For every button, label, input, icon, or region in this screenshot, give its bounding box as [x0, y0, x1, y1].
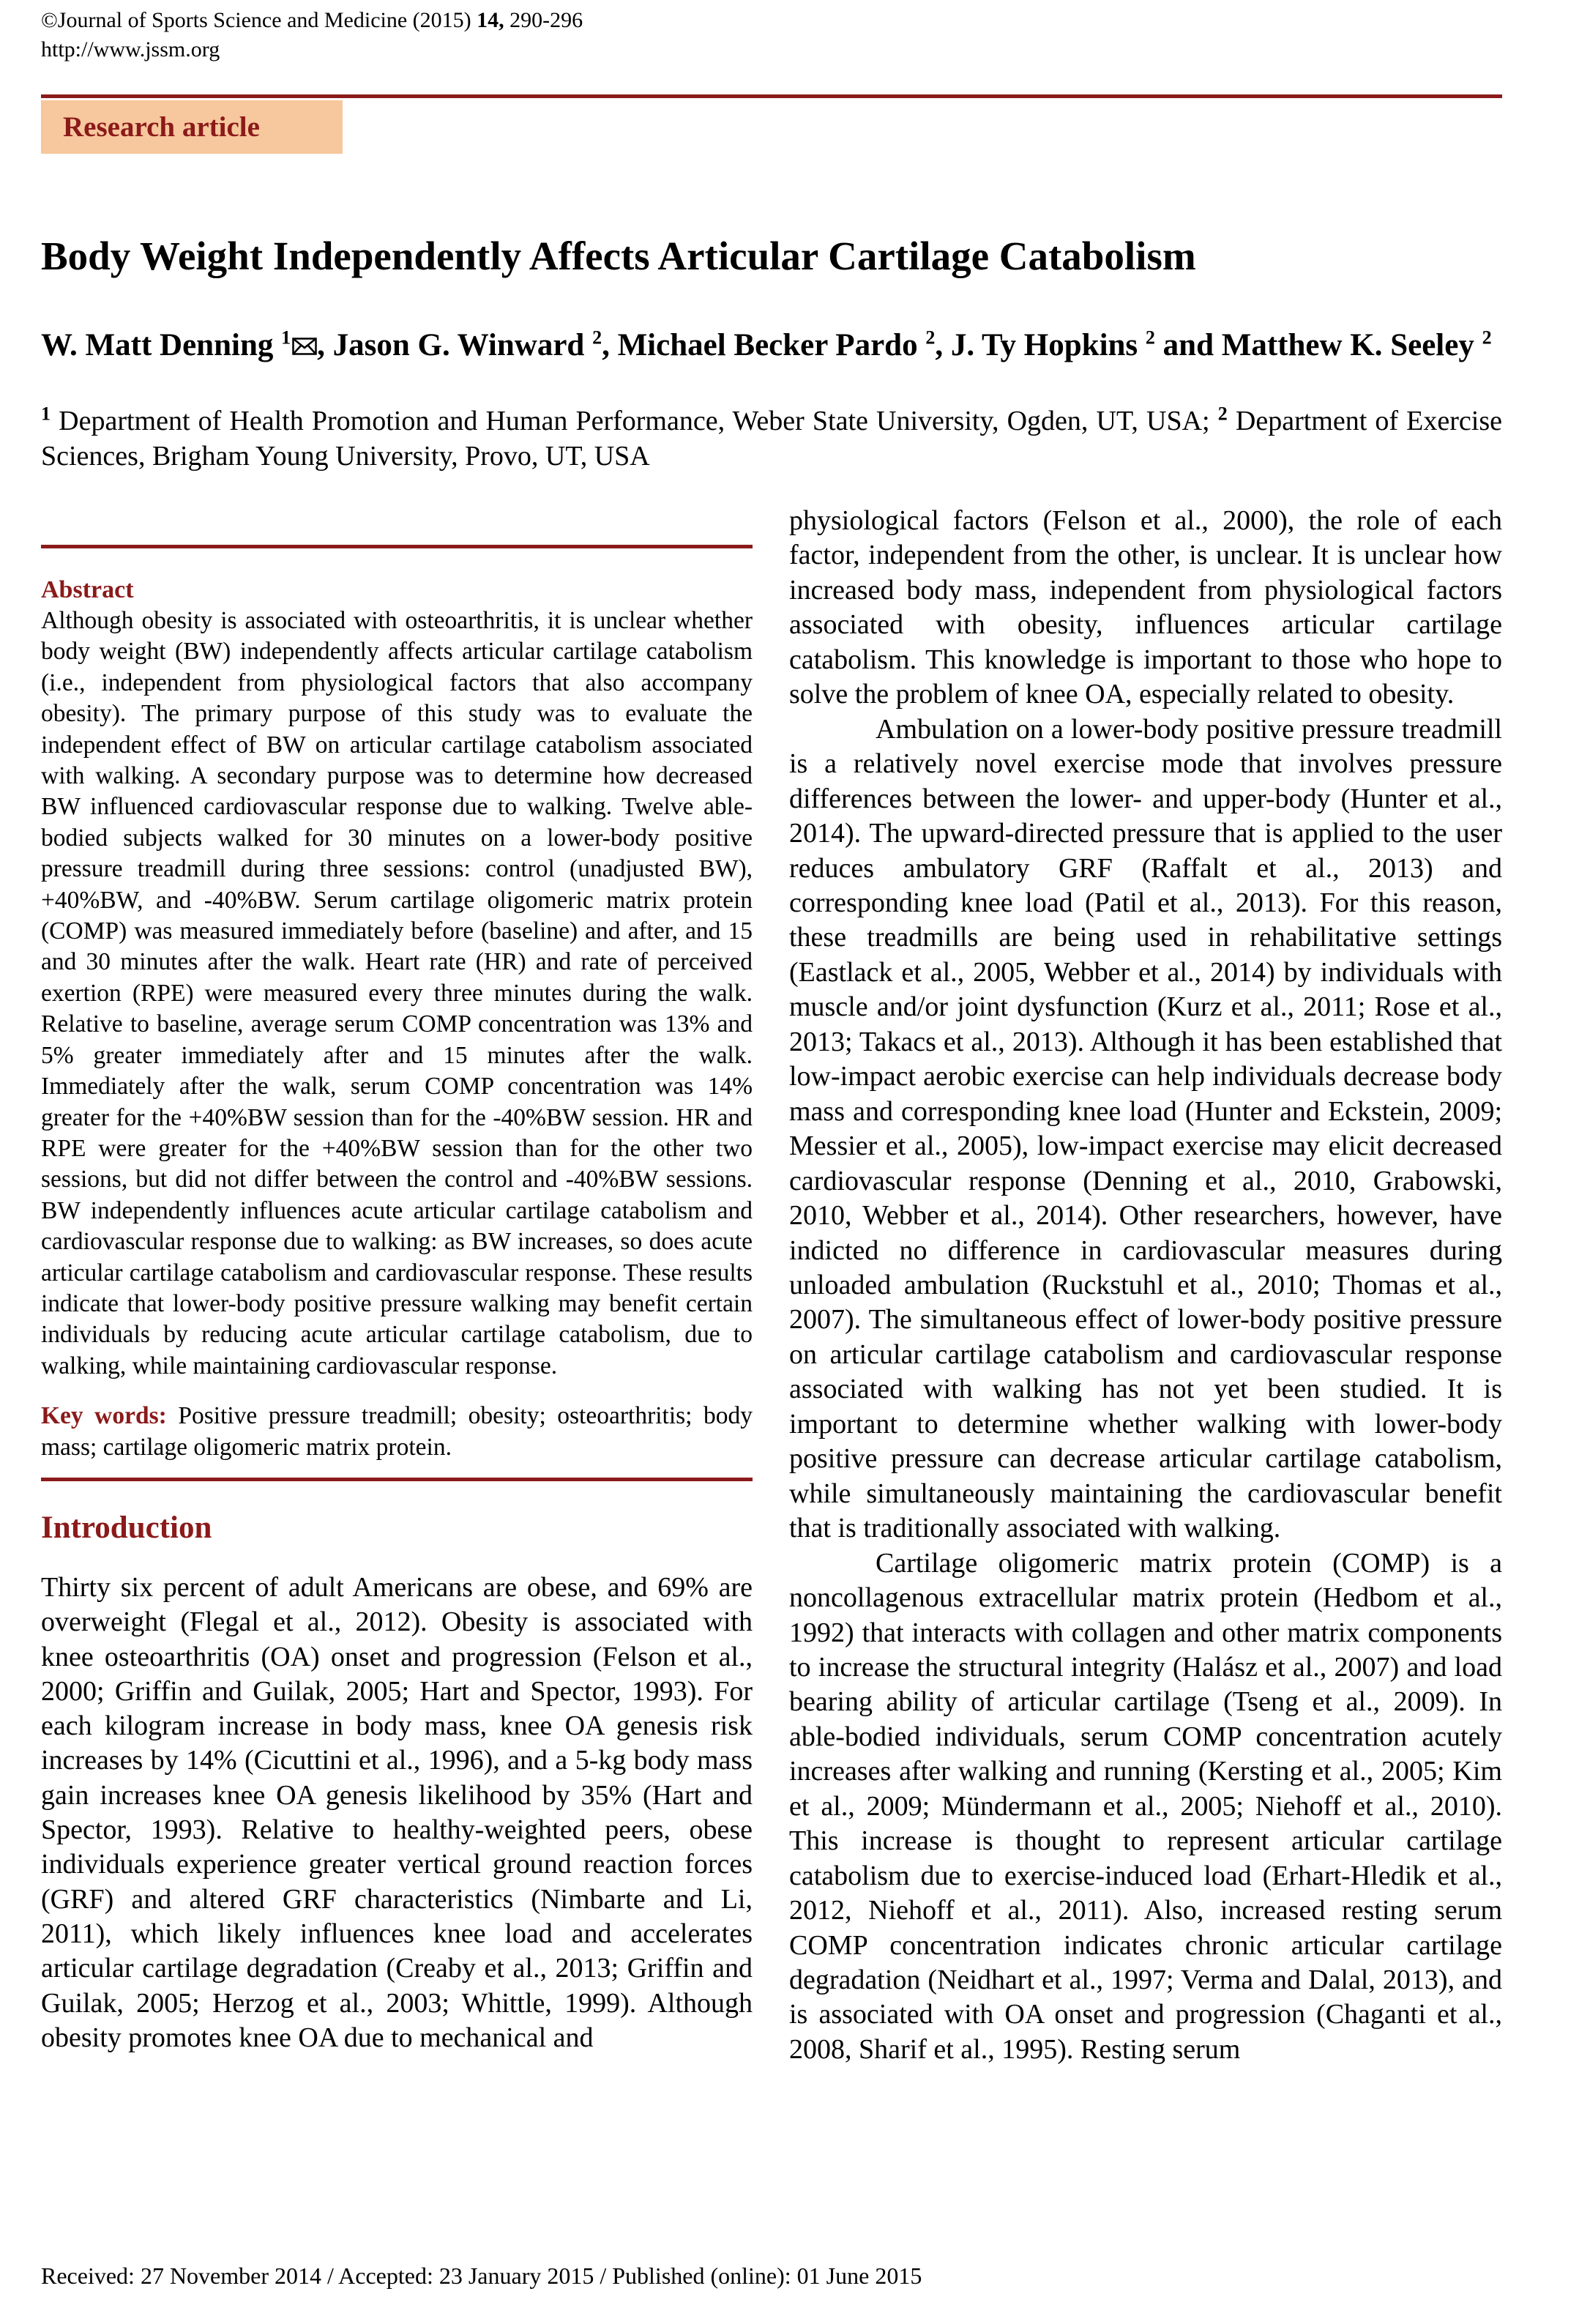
author-affil-sup: 2	[925, 327, 936, 349]
body-paragraph: Cartilage oligomeric matrix protein (COMP) is a noncollagenous extracellular matrix protein (Hedbom et al., 1992) that interacts with collagen and other matrix components to increase the structural integrity (Halász et al., 2007) and load bearing ability of articular cartilage (Tseng et al., 2009). In able-bodied individuals, serum COMP concentration acutely increases after walking and running (Kersting et al., 2005; Kim et al., 2009; Mündermann et al., 2005; Niehoff et al., 2010). This increase is thought to represent articular cartilage catabolism due to exercise-induced load (Erhart-Hledik et al., 2012, Niehoff et al., 2011). Also, increased resting serum COMP concentration indicates chronic articular cartilage degradation (Neidhart et al., 1997; Verma and Dalal, 2013), and is associated with OA onset and progression (Chaganti et al., 2008, Sharif et al., 1995). Resting serum	[789, 1547, 1502, 2065]
envelope-icon[interactable]	[292, 326, 317, 365]
publication-dates: Received: 27 November 2014 / Accepted: 23 January 2015 / Published (online): 01 June 2015	[41, 2262, 922, 2289]
affil-sup: 2	[1217, 403, 1228, 425]
abstract-top-rule	[41, 545, 753, 548]
journal-volume: 14,	[477, 8, 504, 32]
article-type-badge: Research article	[41, 100, 343, 154]
abstract-bottom-rule	[41, 1478, 753, 1481]
abstract-text: Although obesity is associated with osteoarthritis, it is unclear whether body weight (BW) independently affects articular cartilage catabolism (i.e., independent from physiological factors that also accompany obesity). The primary purpose of this study was to evaluate the independent effect of BW on articular cartilage catabolism associated with walking. A secondary purpose was to determine how decreased BW influenced cardiovascular response due to walking. Twelve able-bodied subjects walked for 30 minutes on a lower-body positive pressure treadmill during three sessions: control (unadjusted BW), +40%BW, and -40%BW. Serum cartilage oligomeric matrix protein (COMP) was measured immediately before (baseline) and after, and 15 and 30 minutes after the walk. Heart rate (HR) and rate of perceived exertion (RPE) were measured every three minutes during the walk. Relative to baseline, average serum COMP concentration was 13% and 5% greater immediately after and 15 minutes after the walk. Immediately after the walk, serum COMP concentration was 14% greater for the +40%BW session than for the -40%BW session. HR and RPE were greater for the +40%BW session than for the other two sessions, but did not differ between the control and -40%BW sessions. BW independently influences acute articular cartilage catabolism and cardiovascular response due to walking: as BW increases, so does acute articular cartilage catabolism and cardiovascular response. These results indicate that lower-body positive pressure walking may benefit certain individuals by reducing acute articular cartilage catabolism, due to walking, while maintaining cardiovascular response.	[41, 607, 753, 1379]
introduction-heading: Introduction	[41, 1510, 212, 1545]
article-title: Body Weight Independently Affects Articular Cartilage Catabolism	[41, 234, 1196, 278]
author-list	[41, 326, 1502, 365]
author-name: , Jason G. Winward	[317, 328, 593, 362]
keywords-label: Key words:	[41, 1402, 167, 1430]
affiliation-text: Department of Health Promotion and Human Performance, Weber State University, Ogden, UT, USA;	[51, 406, 1218, 436]
abstract-heading: Abstract	[41, 576, 134, 603]
author-name: and Matthew K. Seeley	[1154, 328, 1482, 362]
left-column	[41, 545, 753, 2055]
journal-url[interactable]: http://www.jssm.org	[41, 37, 220, 62]
author-affil-sup: 2	[592, 327, 602, 349]
affiliations	[41, 403, 1502, 474]
right-column	[789, 504, 1502, 2067]
author-name: W. Matt Denning	[41, 328, 282, 362]
journal-name: ©Journal of Sports Science and Medicine (2015)	[41, 8, 477, 32]
author-name: , J. Ty Hopkins	[935, 328, 1146, 362]
author-affil-sup: 2	[1145, 327, 1155, 349]
affiliation-text: Department of Exercise Sciences, Brigham Young University, Provo, UT, USA	[41, 406, 1502, 472]
author-affil-sup: 1	[281, 327, 291, 349]
keywords-text: Positive pressure treadmill; obesity; osteoarthritis; body mass; cartilage oligomeric matrix protein.	[41, 1402, 753, 1461]
header-rule	[41, 94, 1502, 98]
author-affil-sup: 2	[1482, 327, 1492, 349]
body-paragraph: physiological factors (Felson et al., 2000), the role of each factor, independent from the other, is unclear. It is unclear how increased body mass, independent from physiological factors associated with obesity, influences articular cartilage catabolism. This knowledge is important to those who hope to solve the problem of knee OA, especially related to obesity.	[789, 505, 1502, 710]
journal-pages: 290-296	[504, 8, 583, 32]
keywords	[41, 1401, 753, 1463]
introduction-paragraph: Thirty six percent of adult Americans are obese, and 69% are overweight (Flegal et al., 2012). Obesity is associated with knee osteoarthritis (OA) onset and progression (Felson et al., 2000; Griffin and Guilak, 2005; Hart and Spector, 1993). For each kilogram increase in body mass, knee OA genesis risk increases by 14% (Cicuttini et al., 1996), and a 5-kg body mass gain increases knee OA genesis likelihood by 35% (Hart and Spector, 1993). Relative to healthy-weighted peers, obese individuals experience greater vertical ground reaction forces (GRF) and altered GRF characteristics (Nimbarte and Li, 2011), which likely influences knee load and accelerates articular cartilage degradation (Creaby et al., 2013; Griffin and Guilak, 2005; Herzog et al., 2003; Whittle, 1999). Although obesity promotes knee OA due to mechanical and	[41, 1571, 753, 2053]
affil-sup: 1	[41, 403, 51, 425]
journal-citation	[41, 6, 583, 64]
author-name: , Michael Becker Pardo	[602, 328, 926, 362]
body-paragraph: Ambulation on a lower-body positive pressure treadmill is a relatively novel exercise mode that involves pressure differences between the lower- and upper-body (Hunter et al., 2014). The upward-directed pressure that is applied to the user reduces ambulatory GRF (Raffalt et al., 2013) and corresponding knee load (Patil et al., 2013). For this reason, these treadmills are being used in rehabilitative settings (Eastlack et al., 2005, Webber et al., 2014) by individuals with muscle and/or joint dysfunction (Kurz et al., 2011; Rose et al., 2013; Takacs et al., 2013). Although it has been established that low-impact aerobic exercise can help individuals decrease body mass and corresponding knee load (Hunter and Eckstein, 2009; Messier et al., 2005), low-impact exercise may elicit decreased cardiovascular response (Denning et al., 2010, Grabowski, 2010, Webber et al., 2014). Other researchers, however, have indicted no difference in cardiovascular measures during unloaded ambulation (Ruckstuhl et al., 2010; Thomas et al., 2007). The simultaneous effect of lower-body positive pressure on articular cartilage catabolism and cardiovascular response associated with walking has not yet been studied. It is important to determine whether walking with lower-body positive pressure can decrease articular cartilage catabolism, while simultaneously maintaining the cardiovascular benefit that is traditionally associated with walking.	[789, 713, 1502, 1544]
